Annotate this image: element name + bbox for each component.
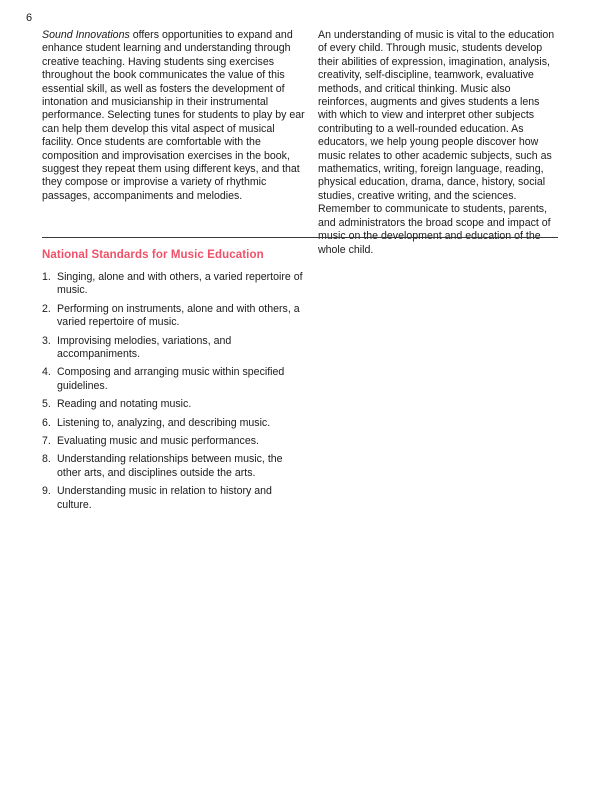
item-text: Understanding music in relation to history and culture. xyxy=(57,485,272,511)
book-title: Sound Innovations xyxy=(42,29,130,41)
item-text: Composing and arranging music within specified guidelines. xyxy=(57,366,285,392)
item-text: Evaluating music and music performances. xyxy=(57,435,259,448)
item-number: 9. xyxy=(42,485,51,498)
item-number: 5. xyxy=(42,398,51,411)
standards-item xyxy=(42,366,308,393)
standards-item xyxy=(42,485,308,512)
item-number: 8. xyxy=(42,453,51,466)
item-number: 2. xyxy=(42,302,51,315)
item-text: Listening to, analyzing, and describing music. xyxy=(57,416,271,429)
standards-item xyxy=(42,271,308,298)
standards-item xyxy=(42,435,308,448)
standards-heading: National Standards for Music Education xyxy=(42,249,264,261)
standards-item xyxy=(42,398,308,411)
standards-list xyxy=(42,271,308,512)
item-text: Understanding relationships between music, the other arts, and disciplines outside the arts. xyxy=(57,453,283,479)
item-text: Performing on instruments, alone and with others, a varied repertoire of music. xyxy=(57,302,300,329)
intro-left-text: offers opportunities to expand and enhance student learning and understanding through creative teaching. Having students sing exercises throughout the book communicates the value of this essential skill, as well as fosters the development of intonation and musicianship in their instrumental performance. Selecting tunes for students to play by ear can help them develop this vital aspect of musical facility. Once students are comfortable with the composition and improvisation exercises in the book, suggest they repeat them using different keys, and that they compose or improvise a variety of rhythmic passages, accompaniments and melodies. xyxy=(42,29,305,202)
item-text: Improvising melodies, variations, and accompaniments. xyxy=(57,334,232,361)
intro-columns xyxy=(42,29,558,257)
standards-item xyxy=(42,417,308,430)
standards-item xyxy=(42,335,308,362)
item-number: 6. xyxy=(42,416,51,429)
item-number: 3. xyxy=(42,334,51,347)
standards-item xyxy=(42,453,308,480)
item-text: Singing, alone and with others, a varied repertoire of music. xyxy=(57,271,303,297)
intro-left-paragraph xyxy=(42,29,306,257)
page-number: 6 xyxy=(26,12,33,24)
section-divider xyxy=(42,237,558,238)
item-text: Reading and notating music. xyxy=(57,398,192,411)
standards-item xyxy=(42,303,308,330)
item-number: 4. xyxy=(42,366,51,379)
item-number: 7. xyxy=(42,435,51,448)
intro-right-paragraph: An understanding of music is vital to the education of every child. Through music, students develop their abilities of expression, imagination, analysis, creativity, self-discipline, teamwork, evaluative methods, and critical thinking. Music also reinforces, augments and gives students a lens with which to view and interpret other subjects contributing to a well-rounded education. As educators, we help young people discover how music relates to other academic subjects, such as mathematics, writing, foreign language, reading, physical education, drama, dance, history, social studies, creative writing, and the sciences. Remember to communicate to students, parents, and administrators the broad scope and impact of music on the development and education of the whole child. xyxy=(318,29,555,256)
item-number: 1. xyxy=(42,271,51,283)
standards-section xyxy=(42,249,308,517)
